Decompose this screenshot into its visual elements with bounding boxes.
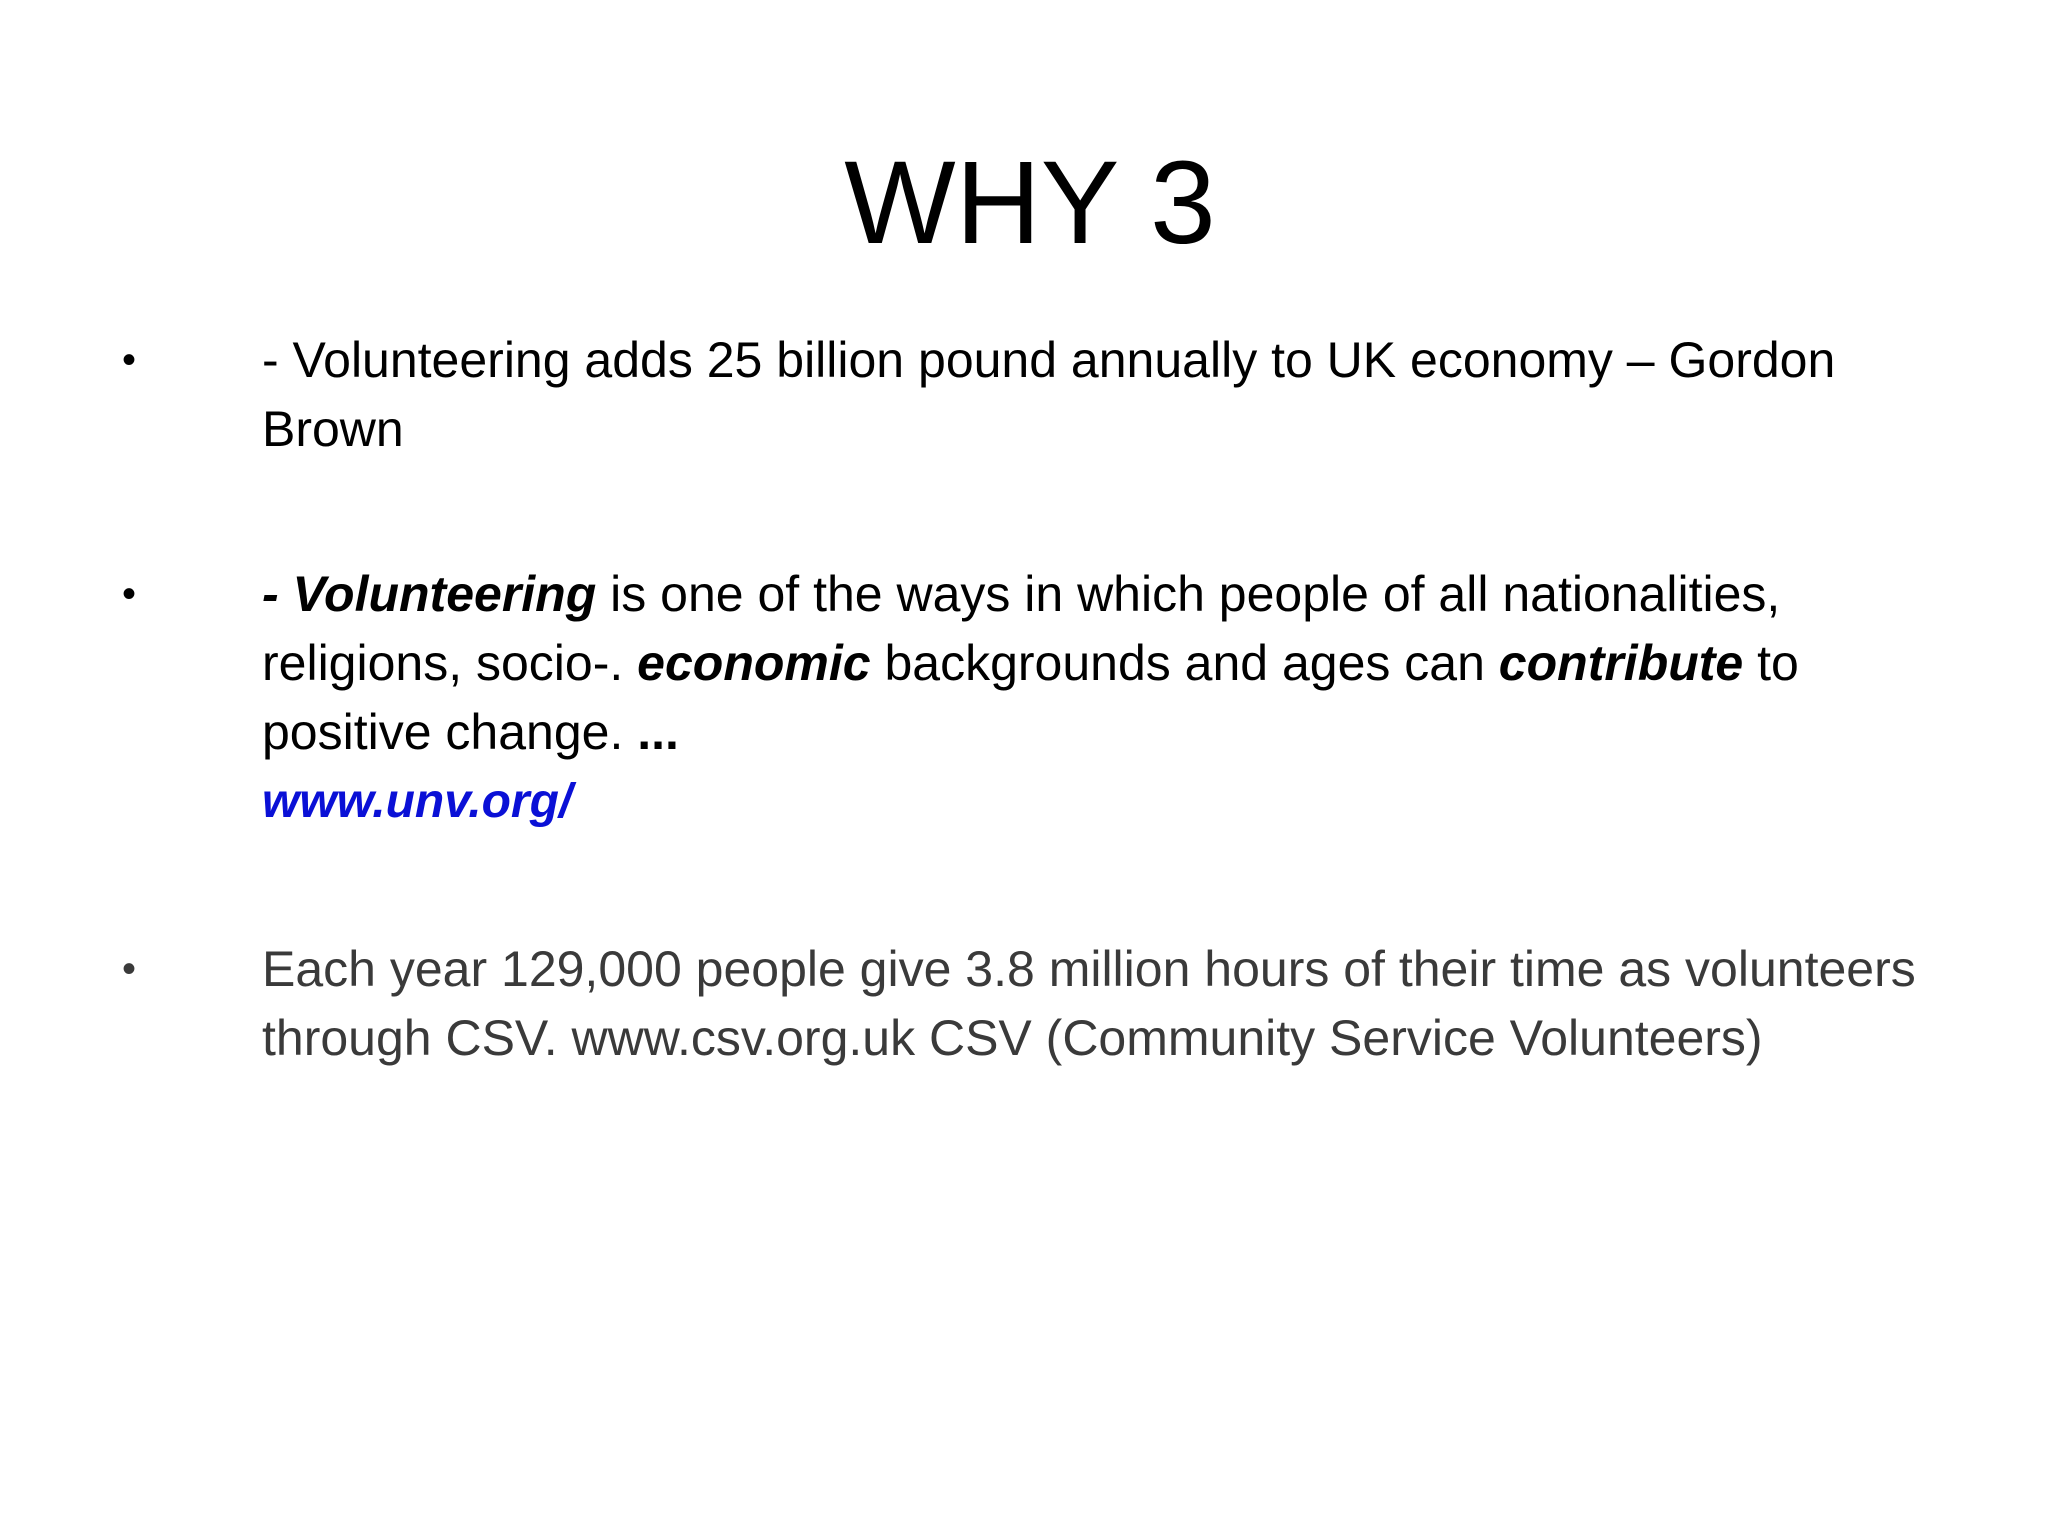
text-segment: is one of the ways in which people of all nationalities, religions, socio-.	[262, 566, 1781, 691]
text-segment: to positive change.	[262, 635, 1799, 760]
bullet-marker: •	[122, 572, 137, 616]
bullet-marker: •	[122, 947, 137, 991]
bullet-marker: •	[122, 338, 137, 382]
emphasis-volunteering: - Volunteering	[262, 566, 597, 622]
bullet-text	[262, 560, 1962, 836]
emphasis-contribute: contribute	[1498, 635, 1744, 691]
slide-title: WHY 3	[844, 137, 1216, 269]
bullet-text: Each year 129,000 people give 3.8 million hours of their time as volunteers through CSV. www.csv.org.uk CSV (Community Service Volunteers)	[262, 941, 1916, 1066]
emphasis-economic: economic	[637, 635, 871, 691]
ellipsis: ...	[637, 704, 679, 760]
text-segment: backgrounds and ages can	[870, 635, 1499, 691]
bullet-text: - Volunteering adds 25 billion pound annually to UK economy – Gordon Brown	[262, 332, 1836, 457]
unv-link[interactable]: www.unv.org/	[262, 775, 573, 828]
